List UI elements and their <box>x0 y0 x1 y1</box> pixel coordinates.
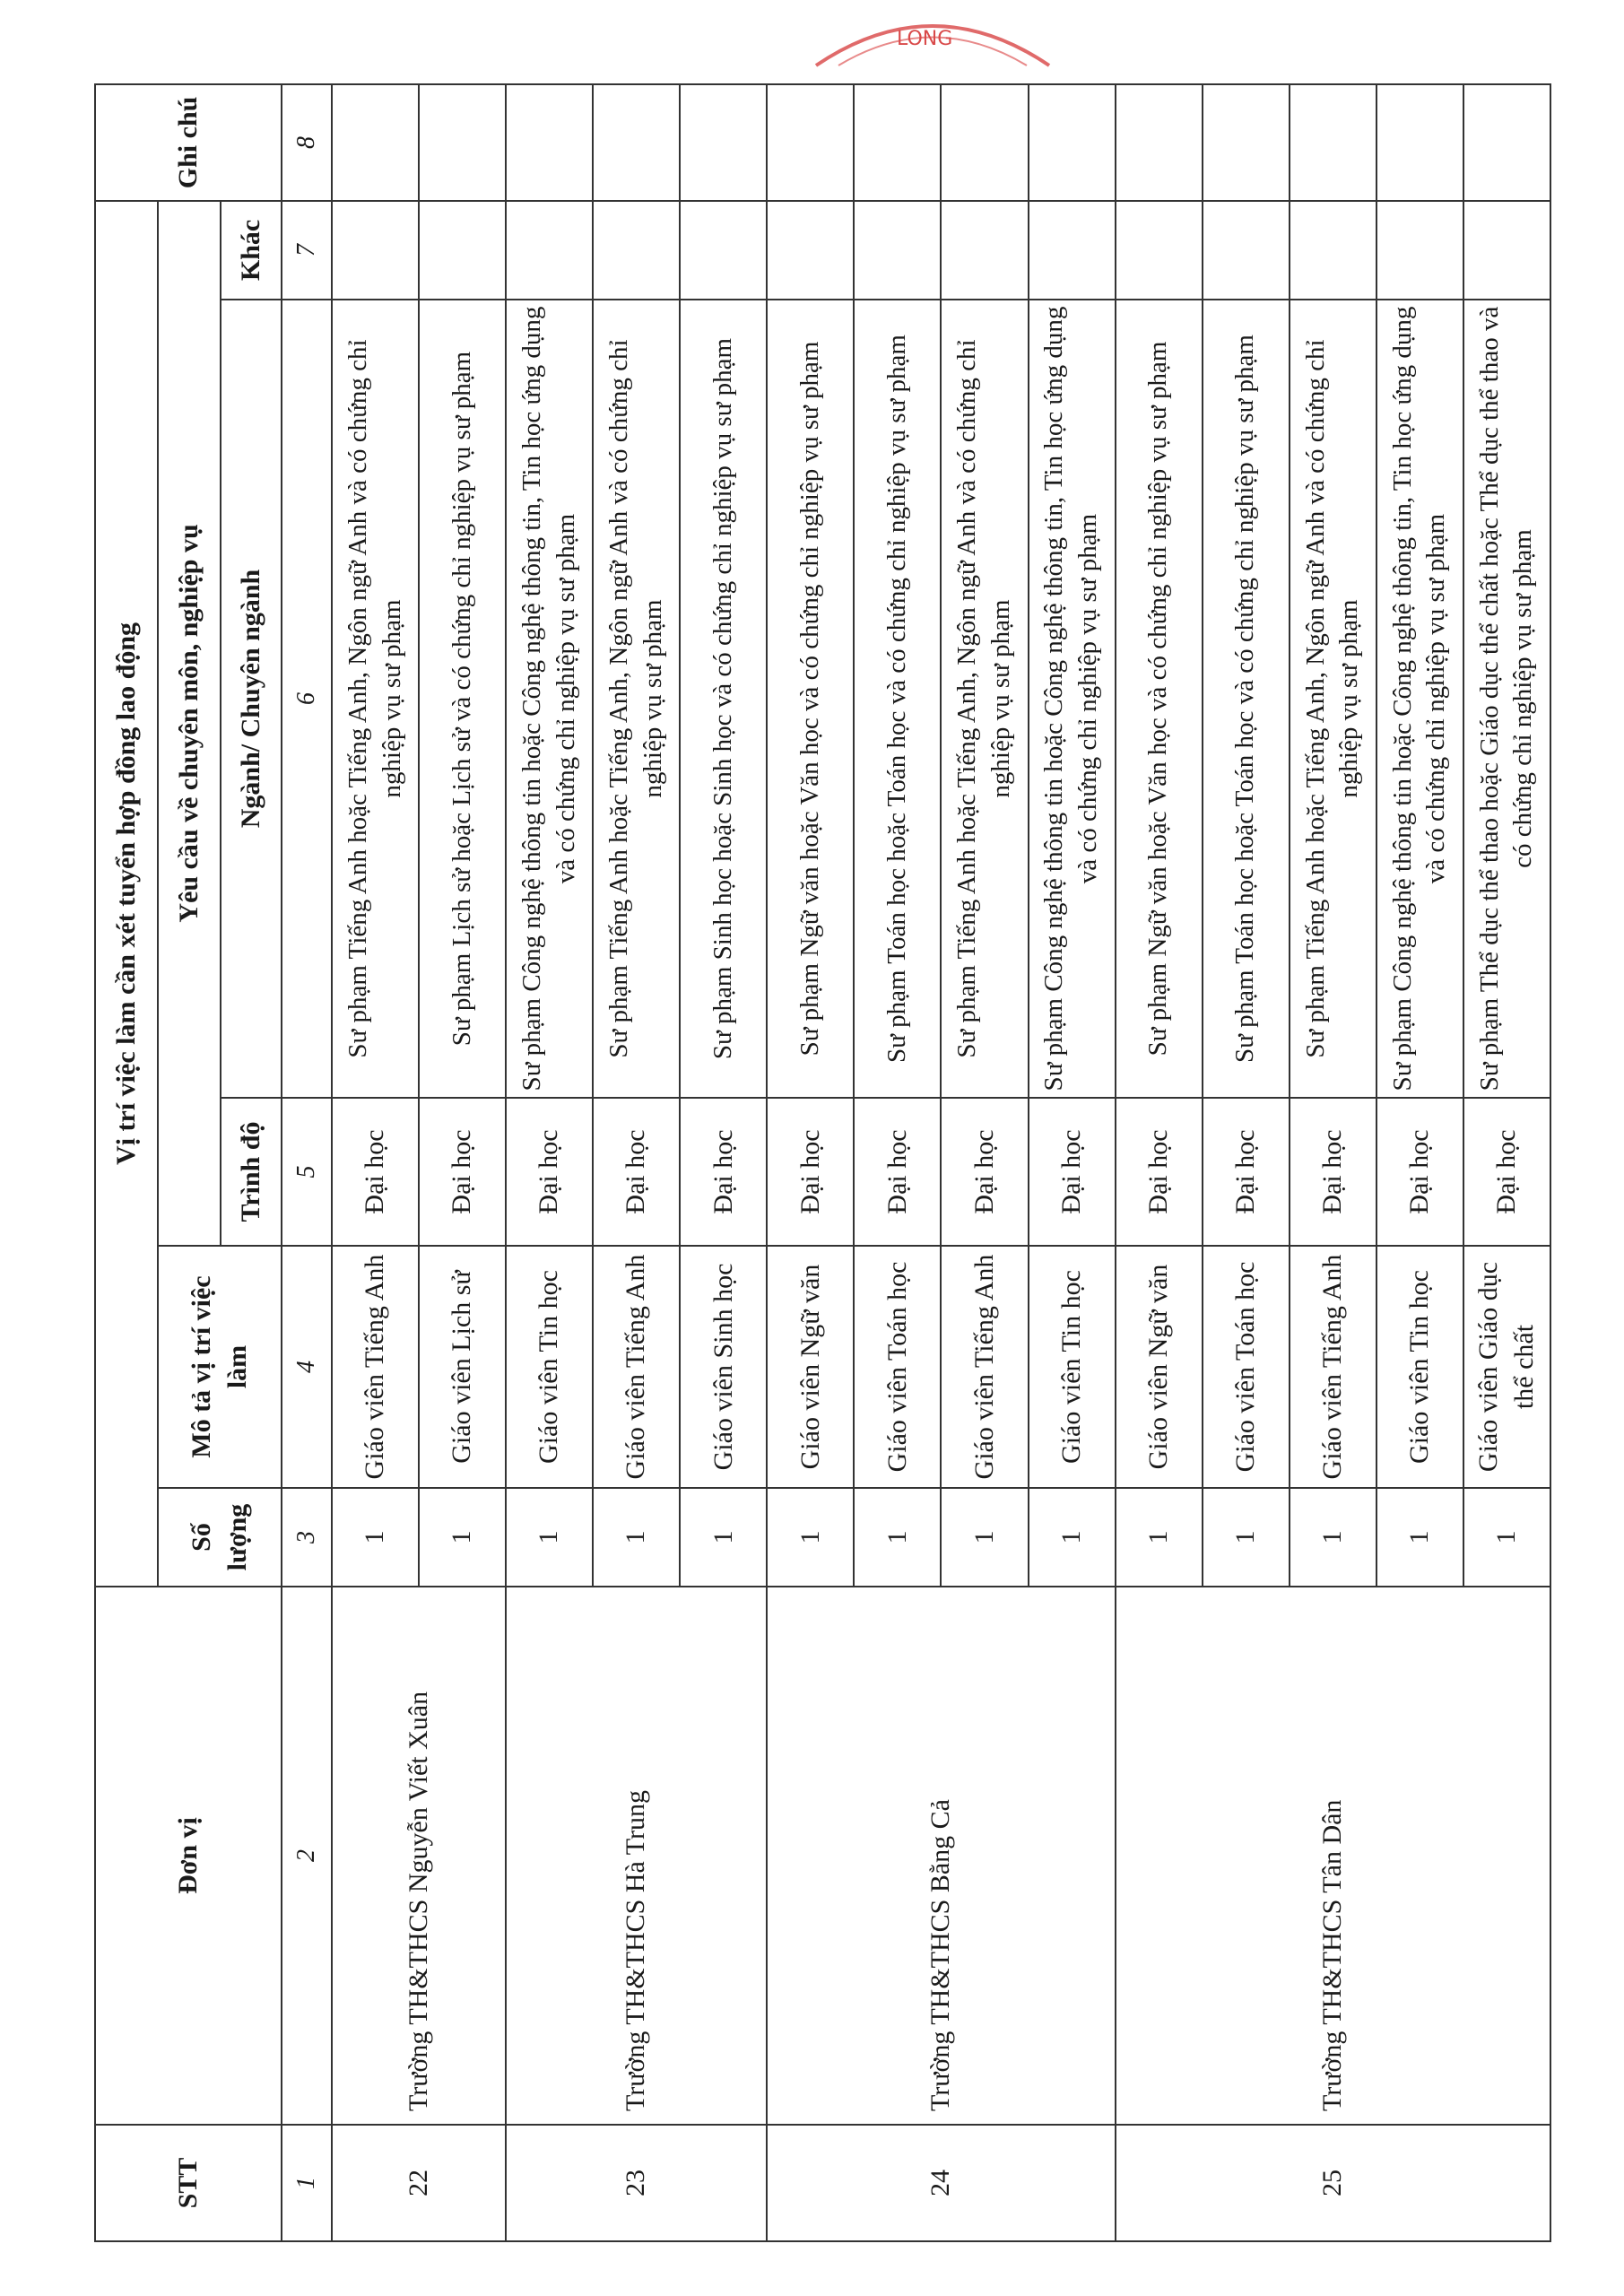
trinh-do-cell: Đại học <box>332 1098 419 1246</box>
unit-cell: Trường TH&THCS Bằng Cả <box>767 1587 1115 2125</box>
khac-cell <box>1290 201 1376 300</box>
mo-ta-cell: Giáo viên Ngữ văn <box>1116 1246 1203 1488</box>
khac-cell <box>680 201 767 300</box>
stt-cell: 24 <box>767 2125 1115 2241</box>
mo-ta-cell: Giáo viên Sinh học <box>680 1246 767 1488</box>
ghi-chu-cell <box>1116 84 1203 201</box>
so-luong-cell: 1 <box>332 1488 419 1587</box>
col-num: 4 <box>282 1246 332 1488</box>
so-luong-cell: 1 <box>1463 1488 1550 1587</box>
trinh-do-cell: Đại học <box>593 1098 680 1246</box>
trinh-do-cell: Đại học <box>419 1098 506 1246</box>
ghi-chu-cell <box>854 84 941 201</box>
nganh-cell: Sư phạm Toán học hoặc Toán học và có chứng chỉ nghiệp vụ sư phạm <box>1203 300 1290 1098</box>
ghi-chu-cell <box>941 84 1028 201</box>
table-row <box>767 84 854 2241</box>
col-num: 5 <box>282 1098 332 1246</box>
so-luong-cell: 1 <box>680 1488 767 1587</box>
khac-cell <box>1029 201 1116 300</box>
nganh-cell: Sư phạm Công nghệ thông tin hoặc Công nghệ thông tin, Tin học ứng dụng và có chứng chỉ nghiệp vụ sư phạm <box>506 300 593 1098</box>
table-row <box>1116 84 1203 2241</box>
ghi-chu-cell <box>1203 84 1290 201</box>
col-num: 3 <box>282 1488 332 1587</box>
header-ghi-chu: Ghi chú <box>95 84 282 201</box>
header-don-vi: Đơn vị <box>95 1587 282 2125</box>
stamp-text: LONG <box>897 28 953 50</box>
mo-ta-cell: Giáo viên Toán học <box>1203 1246 1290 1488</box>
khac-cell <box>854 201 941 300</box>
unit-cell: Trường TH&THCS Nguyễn Viết Xuân <box>332 1587 506 2125</box>
mo-ta-cell: Giáo viên Toán học <box>854 1246 941 1488</box>
unit-cell: Trường TH&THCS Hà Trung <box>506 1587 767 2125</box>
ghi-chu-cell <box>419 84 506 201</box>
ghi-chu-cell <box>1029 84 1116 201</box>
nganh-cell: Sư phạm Tiếng Anh hoặc Tiếng Anh, Ngôn ngữ Anh và có chứng chỉ nghiệp vụ sư phạm <box>941 300 1028 1098</box>
header-yeu-cau: Yêu cầu về chuyên môn, nghiệp vụ <box>158 201 221 1246</box>
khac-cell <box>506 201 593 300</box>
nganh-cell: Sư phạm Sinh học hoặc Sinh học và có chứng chỉ nghiệp vụ sư phạm <box>680 300 767 1098</box>
header-vi-tri-group: Vị trí việc làm cần xét tuyển hợp đồng lao động <box>95 201 158 1587</box>
table-body <box>332 84 1550 2241</box>
mo-ta-cell: Giáo viên Tiếng Anh <box>593 1246 680 1488</box>
stt-cell: 23 <box>506 2125 767 2241</box>
ghi-chu-cell <box>506 84 593 201</box>
khac-cell <box>1376 201 1463 300</box>
stt-cell: 22 <box>332 2125 506 2241</box>
trinh-do-cell: Đại học <box>1029 1098 1116 1246</box>
ghi-chu-cell <box>680 84 767 201</box>
so-luong-cell: 1 <box>1203 1488 1290 1587</box>
mo-ta-cell: Giáo viên Tin học <box>1376 1246 1463 1488</box>
trinh-do-cell: Đại học <box>506 1098 593 1246</box>
col-num: 7 <box>282 201 332 300</box>
rotated-table-wrapper <box>94 85 1551 2242</box>
trinh-do-cell: Đại học <box>941 1098 1028 1246</box>
so-luong-cell: 1 <box>1290 1488 1376 1587</box>
mo-ta-cell: Giáo viên Lịch sử <box>419 1246 506 1488</box>
ghi-chu-cell <box>1290 84 1376 201</box>
ghi-chu-cell <box>593 84 680 201</box>
nganh-cell: Sư phạm Tiếng Anh hoặc Tiếng Anh, Ngôn ngữ Anh và có chứng chỉ nghiệp vụ sư phạm <box>1290 300 1376 1098</box>
ghi-chu-cell <box>1376 84 1463 201</box>
nganh-cell: Sư phạm Tiếng Anh hoặc Tiếng Anh, Ngôn ngữ Anh và có chứng chỉ nghiệp vụ sư phạm <box>332 300 419 1098</box>
ghi-chu-cell <box>767 84 854 201</box>
khac-cell <box>941 201 1028 300</box>
mo-ta-cell: Giáo viên Tiếng Anh <box>332 1246 419 1488</box>
so-luong-cell: 1 <box>593 1488 680 1587</box>
recruitment-table <box>94 83 1551 2242</box>
so-luong-cell: 1 <box>1029 1488 1116 1587</box>
col-num: 2 <box>282 1587 332 2125</box>
nganh-cell: Sư phạm Lịch sử hoặc Lịch sử và có chứng chỉ nghiệp vụ sư phạm <box>419 300 506 1098</box>
trinh-do-cell: Đại học <box>680 1098 767 1246</box>
trinh-do-cell: Đại học <box>1463 1098 1550 1246</box>
col-num: 8 <box>282 84 332 201</box>
so-luong-cell: 1 <box>419 1488 506 1587</box>
so-luong-cell: 1 <box>767 1488 854 1587</box>
khac-cell <box>1203 201 1290 300</box>
nganh-cell: Sư phạm Tiếng Anh hoặc Tiếng Anh, Ngôn ngữ Anh và có chứng chỉ nghiệp vụ sư phạm <box>593 300 680 1098</box>
khac-cell <box>1116 201 1203 300</box>
col-num: 1 <box>282 2125 332 2241</box>
trinh-do-cell: Đại học <box>1290 1098 1376 1246</box>
mo-ta-cell: Giáo viên Tin học <box>1029 1246 1116 1488</box>
header-nganh: Ngành/ Chuyên ngành <box>221 300 282 1098</box>
column-number-row <box>282 84 332 2241</box>
khac-cell <box>419 201 506 300</box>
mo-ta-cell: Giáo viên Ngữ văn <box>767 1246 854 1488</box>
header-mo-ta: Mô tả vị trí việc làm <box>158 1246 282 1488</box>
trinh-do-cell: Đại học <box>1116 1098 1203 1246</box>
so-luong-cell: 1 <box>506 1488 593 1587</box>
nganh-cell: Sư phạm Thể dục thể thao hoặc Giáo dục thể chất hoặc Thể dục thể thao và có chứng chỉ nghiệp vụ sư phạm <box>1463 300 1550 1098</box>
col-num: 6 <box>282 300 332 1098</box>
header-stt: STT <box>95 2125 282 2241</box>
mo-ta-cell: Giáo viên Tin học <box>506 1246 593 1488</box>
nganh-cell: Sư phạm Ngữ văn hoặc Văn học và có chứng chỉ nghiệp vụ sư phạm <box>767 300 854 1098</box>
trinh-do-cell: Đại học <box>854 1098 941 1246</box>
nganh-cell: Sư phạm Công nghệ thông tin hoặc Công nghệ thông tin, Tin học ứng dụng và có chứng chỉ nghiệp vụ sư phạm <box>1376 300 1463 1098</box>
mo-ta-cell: Giáo viên Tiếng Anh <box>941 1246 1028 1488</box>
khac-cell <box>767 201 854 300</box>
header-so-luong: Số lượng <box>158 1488 282 1587</box>
stt-cell: 25 <box>1116 2125 1550 2241</box>
trinh-do-cell: Đại học <box>1203 1098 1290 1246</box>
so-luong-cell: 1 <box>1116 1488 1203 1587</box>
trinh-do-cell: Đại học <box>767 1098 854 1246</box>
ghi-chu-cell <box>1463 84 1550 201</box>
mo-ta-cell: Giáo viên Tiếng Anh <box>1290 1246 1376 1488</box>
nganh-cell: Sư phạm Công nghệ thông tin hoặc Công nghệ thông tin, Tin học ứng dụng và có chứng chỉ nghiệp vụ sư phạm <box>1029 300 1116 1098</box>
trinh-do-cell: Đại học <box>1376 1098 1463 1246</box>
nganh-cell: Sư phạm Toán học hoặc Toán học và có chứng chỉ nghiệp vụ sư phạm <box>854 300 941 1098</box>
table-row <box>506 84 593 2241</box>
ghi-chu-cell <box>332 84 419 201</box>
khac-cell <box>1463 201 1550 300</box>
khac-cell <box>593 201 680 300</box>
header-khac: Khác <box>221 201 282 300</box>
mo-ta-cell: Giáo viên Giáo dục thể chất <box>1463 1246 1550 1488</box>
header-trinh-do: Trình độ <box>221 1098 282 1246</box>
unit-cell: Trường TH&THCS Tân Dân <box>1116 1587 1550 2125</box>
khac-cell <box>332 201 419 300</box>
nganh-cell: Sư phạm Ngữ văn hoặc Văn học và có chứng chỉ nghiệp vụ sư phạm <box>1116 300 1203 1098</box>
so-luong-cell: 1 <box>854 1488 941 1587</box>
so-luong-cell: 1 <box>1376 1488 1463 1587</box>
so-luong-cell: 1 <box>941 1488 1028 1587</box>
table-row <box>332 84 419 2241</box>
red-seal-stamp <box>798 4 1067 67</box>
